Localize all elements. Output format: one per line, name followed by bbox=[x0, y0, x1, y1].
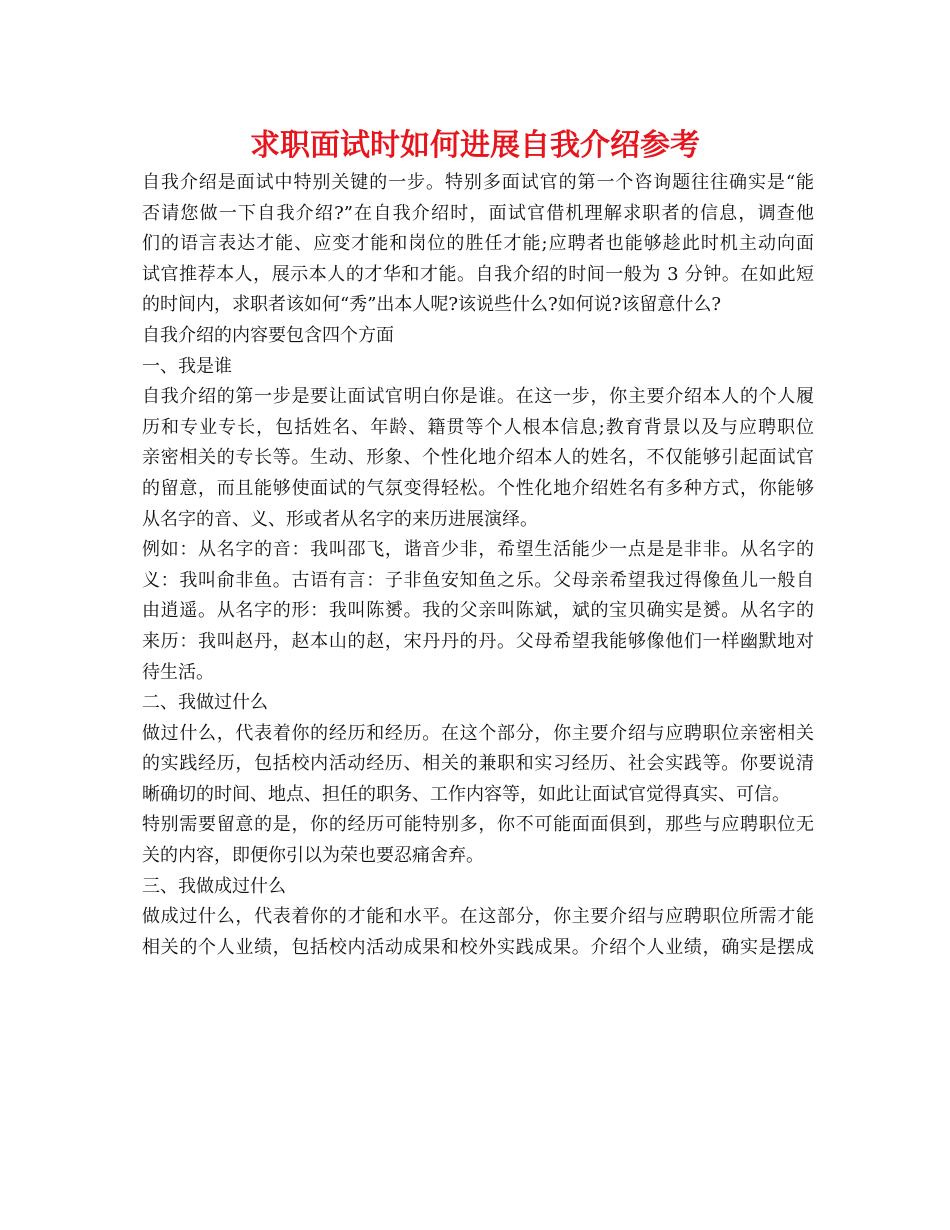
text-line: 试官推荐本人，展示本人的才华和才能。自我介绍的时间一般为 3 分钟。在如此短 bbox=[142, 263, 814, 285]
page-title: 求职面试时如何进展自我介绍参考 bbox=[250, 128, 700, 163]
text-line: 晰确切的时间、地点、担任的职务、工作内容等，如此让面试官觉得真实、可信。 bbox=[142, 783, 790, 805]
text-line: 一、我是谁 bbox=[142, 355, 232, 377]
text-line: 的时间内，求职者该如何“秀”出本人呢?该说些什么?如何说?该留意什么? bbox=[142, 294, 722, 316]
text-line: 做过什么，代表着你的经历和经历。在这个部分，你主要介绍与应聘职位亲密相关 bbox=[142, 722, 814, 744]
text-line: 三、我做成过什么 bbox=[142, 875, 286, 897]
text-line: 做成过什么，代表着你的才能和水平。在这部分，你主要介绍与应聘职位所需才能 bbox=[142, 906, 814, 928]
text-line: 义：我叫俞非鱼。古语有言：子非鱼安知鱼之乐。父母亲希望我过得像鱼儿一般自 bbox=[142, 569, 814, 591]
text-line: 历和专业专长，包括姓名、年龄、籍贯等个人根本信息;教育背景以及与应聘职位 bbox=[142, 416, 814, 438]
text-line: 关的内容，即便你引以为荣也要忍痛舍弃。 bbox=[142, 845, 484, 867]
text-line: 特别需要留意的是，你的经历可能特别多，你不可能面面俱到，那些与应聘职位无 bbox=[142, 814, 814, 836]
text-line: 由逍遥。从名字的形：我叫陈赟。我的父亲叫陈斌，斌的宝贝确实是赟。从名字的 bbox=[142, 600, 814, 622]
text-line: 二、我做过什么 bbox=[142, 692, 268, 714]
text-line: 相关的个人业绩，包括校内活动成果和校外实践成果。介绍个人业绩，确实是摆成 bbox=[142, 936, 814, 958]
body-text bbox=[142, 168, 814, 963]
text-line: 自我介绍的第一步是要让面试官明白你是谁。在这一步，你主要介绍本人的个人履 bbox=[142, 386, 814, 408]
text-line: 们的语言表达才能、应变才能和岗位的胜任才能;应聘者也能够趁此时机主动向面 bbox=[142, 233, 814, 255]
text-line: 否请您做一下自我介绍?”在自我介绍时，面试官借机理解求职者的信息，调查他 bbox=[142, 202, 814, 224]
text-line: 自我介绍的内容要包含四个方面 bbox=[142, 324, 394, 346]
text-line: 的实践经历，包括校内活动经历、相关的兼职和实习经历、社会实践等。你要说清 bbox=[142, 753, 814, 775]
text-line: 自我介绍是面试中特别关键的一步。特别多面试官的第一个咨询题往往确实是“能 bbox=[142, 172, 814, 193]
text-line: 待生活。 bbox=[142, 661, 214, 683]
text-line: 从名字的音、义、形或者从名字的来历进展演绎。 bbox=[142, 508, 538, 530]
text-line: 的留意，而且能够使面试的气氛变得轻松。个性化地介绍姓名有多种方式，你能够 bbox=[142, 477, 814, 499]
text-line: 来历：我叫赵丹，赵本山的赵，宋丹丹的丹。父母希望我能够像他们一样幽默地对 bbox=[142, 630, 814, 652]
text-line: 例如：从名字的音：我叫邵飞，谐音少非，希望生活能少一点是是非非。从名字的 bbox=[142, 539, 814, 561]
text-line: 亲密相关的专长等。生动、形象、个性化地介绍本人的姓名，不仅能够引起面试官 bbox=[142, 447, 814, 469]
